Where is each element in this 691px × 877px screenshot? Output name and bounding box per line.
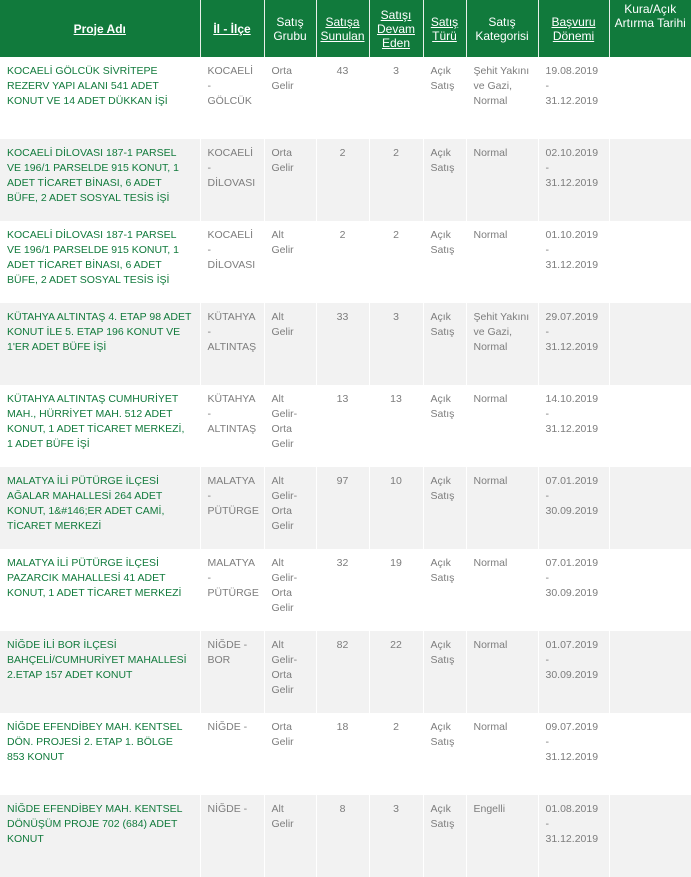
cell-satis-kategorisi: Normal (466, 467, 538, 549)
cell-satisi-devam-eden: 3 (369, 57, 423, 139)
cell-project-name[interactable]: KOCAELİ DİLOVASI 187-1 PARSEL VE 196/1 PARSELDE 915 KONUT, 1 ADET TİCARET BİNASI, 6 ADET BÜFE, 2 ADET SOSYAL TESİS İŞİ (0, 139, 200, 221)
table-row (0, 795, 691, 877)
cell-il-ilce: NİĞDE - (200, 795, 264, 877)
cell-satisa-sunulan: 97 (316, 467, 369, 549)
cell-satis-kategorisi: Şehit Yakını ve Gazi, Normal (466, 303, 538, 385)
cell-satis-turu: Açık Satış (423, 385, 466, 467)
cell-satis-kategorisi: Normal (466, 713, 538, 795)
cell-project-name[interactable]: KÜTAHYA ALTINTAŞ CUMHURİYET MAH., HÜRRİYET MAH. 512 ADET KONUT, 1 ADET TİCARET MERKEZİ, 1 ADET BÜFE İŞİ (0, 385, 200, 467)
cell-satisi-devam-eden: 19 (369, 549, 423, 631)
table-header-row (0, 0, 691, 57)
cell-il-ilce: KOCAELİ - DİLOVASI (200, 139, 264, 221)
cell-satis-turu: Açık Satış (423, 631, 466, 713)
cell-satis-kategorisi: Şehit Yakını ve Gazi, Normal (466, 57, 538, 139)
cell-satisi-devam-eden: 3 (369, 303, 423, 385)
cell-satisa-sunulan: 82 (316, 631, 369, 713)
cell-il-ilce: KOCAELİ - GÖLCÜK (200, 57, 264, 139)
table-row (0, 221, 691, 303)
cell-satis-kategorisi: Normal (466, 221, 538, 303)
cell-kura-tarihi (609, 57, 691, 139)
header-satis-turu[interactable]: Satış Türü (423, 0, 466, 57)
cell-il-ilce: NİĞDE - (200, 713, 264, 795)
cell-kura-tarihi (609, 795, 691, 877)
cell-satisi-devam-eden: 2 (369, 139, 423, 221)
cell-satisi-devam-eden: 10 (369, 467, 423, 549)
cell-il-ilce: KÜTAHYA - ALTINTAŞ (200, 303, 264, 385)
cell-kura-tarihi (609, 221, 691, 303)
cell-project-name[interactable]: KÜTAHYA ALTINTAŞ 4. ETAP 98 ADET KONUT İLE 5. ETAP 196 KONUT VE 1'ER ADET BÜFE İŞİ (0, 303, 200, 385)
cell-project-name[interactable]: MALATYA İLİ PÜTÜRGE İLÇESİ PAZARCIK MAHALLESİ 41 ADET KONUT, 1 ADET TİCARET MERKEZİ (0, 549, 200, 631)
cell-project-name[interactable]: NİĞDE EFENDİBEY MAH. KENTSEL DÖN. PROJESİ 2. ETAP 1. BÖLGE 853 KONUT (0, 713, 200, 795)
cell-satisa-sunulan: 33 (316, 303, 369, 385)
header-basvuru-donemi[interactable]: Başvuru Dönemi (538, 0, 609, 57)
cell-satis-turu: Açık Satış (423, 221, 466, 303)
cell-satis-kategorisi: Normal (466, 549, 538, 631)
header-satis-grubu: Satış Grubu (264, 0, 316, 57)
cell-satisa-sunulan: 8 (316, 795, 369, 877)
cell-satisa-sunulan: 32 (316, 549, 369, 631)
cell-satis-kategorisi: Normal (466, 385, 538, 467)
cell-basvuru-donemi: 09.07.2019 - 31.12.2019 (538, 713, 609, 795)
cell-satisa-sunulan: 43 (316, 57, 369, 139)
cell-satisi-devam-eden: 2 (369, 713, 423, 795)
cell-il-ilce: MALATYA - PÜTÜRGE (200, 467, 264, 549)
cell-basvuru-donemi: 02.10.2019 - 31.12.2019 (538, 139, 609, 221)
cell-satis-kategorisi: Normal (466, 631, 538, 713)
cell-satis-kategorisi: Normal (466, 139, 538, 221)
table-row (0, 57, 691, 139)
cell-satis-grubu: Alt Gelir (264, 795, 316, 877)
header-satis-kategorisi: Satış Kategorisi (466, 0, 538, 57)
cell-satisi-devam-eden: 2 (369, 221, 423, 303)
header-proje-adi[interactable]: Proje Adı (0, 0, 200, 57)
cell-basvuru-donemi: 01.08.2019 - 31.12.2019 (538, 795, 609, 877)
cell-satis-turu: Açık Satış (423, 57, 466, 139)
header-il-ilce[interactable]: İl - İlçe (200, 0, 264, 57)
cell-kura-tarihi (609, 303, 691, 385)
cell-basvuru-donemi: 19.08.2019 - 31.12.2019 (538, 57, 609, 139)
cell-il-ilce: NİĞDE - BOR (200, 631, 264, 713)
cell-satisa-sunulan: 13 (316, 385, 369, 467)
cell-satis-grubu: Orta Gelir (264, 57, 316, 139)
cell-satisi-devam-eden: 22 (369, 631, 423, 713)
cell-project-name[interactable]: NİĞDE EFENDİBEY MAH. KENTSEL DÖNÜŞÜM PROJE 702 (684) ADET KONUT (0, 795, 200, 877)
cell-satis-grubu: Alt Gelir-Orta Gelir (264, 385, 316, 467)
cell-satisa-sunulan: 18 (316, 713, 369, 795)
cell-kura-tarihi (609, 713, 691, 795)
cell-basvuru-donemi: 07.01.2019 - 30.09.2019 (538, 467, 609, 549)
cell-satis-grubu: Alt Gelir-Orta Gelir (264, 631, 316, 713)
cell-satisa-sunulan: 2 (316, 221, 369, 303)
cell-satis-grubu: Orta Gelir (264, 713, 316, 795)
cell-project-name[interactable]: KOCAELİ DİLOVASI 187-1 PARSEL VE 196/1 PARSELDE 915 KONUT, 1 ADET TİCARET BİNASI, 6 ADET BÜFE, 2 ADET SOSYAL TESİS İŞİ (0, 221, 200, 303)
table-row (0, 385, 691, 467)
cell-satis-turu: Açık Satış (423, 713, 466, 795)
cell-project-name[interactable]: KOCAELİ GÖLCÜK SİVRİTEPE REZERV YAPI ALANI 541 ADET KONUT VE 14 ADET DÜKKAN İŞİ (0, 57, 200, 139)
table-body (0, 57, 691, 877)
cell-kura-tarihi (609, 549, 691, 631)
cell-basvuru-donemi: 01.10.2019 - 31.12.2019 (538, 221, 609, 303)
cell-satis-kategorisi: Engelli (466, 795, 538, 877)
cell-satisi-devam-eden: 13 (369, 385, 423, 467)
header-kura-tarihi: Kura/Açık Artırma Tarihi (609, 0, 691, 57)
cell-satisi-devam-eden: 3 (369, 795, 423, 877)
cell-basvuru-donemi: 07.01.2019 - 30.09.2019 (538, 549, 609, 631)
cell-satis-grubu: Alt Gelir (264, 303, 316, 385)
cell-il-ilce: KOCAELİ - DİLOVASI (200, 221, 264, 303)
cell-kura-tarihi (609, 385, 691, 467)
cell-kura-tarihi (609, 139, 691, 221)
cell-satis-turu: Açık Satış (423, 467, 466, 549)
table-row (0, 139, 691, 221)
cell-kura-tarihi (609, 631, 691, 713)
table-row (0, 303, 691, 385)
cell-satis-grubu: Alt Gelir-Orta Gelir (264, 467, 316, 549)
cell-kura-tarihi (609, 467, 691, 549)
cell-satis-turu: Açık Satış (423, 549, 466, 631)
cell-satis-turu: Açık Satış (423, 303, 466, 385)
header-satisa-sunulan[interactable]: Satışa Sunulan (316, 0, 369, 57)
cell-satis-grubu: Orta Gelir (264, 139, 316, 221)
cell-satis-grubu: Alt Gelir-Orta Gelir (264, 549, 316, 631)
cell-il-ilce: KÜTAHYA - ALTINTAŞ (200, 385, 264, 467)
cell-satis-turu: Açık Satış (423, 795, 466, 877)
cell-satisa-sunulan: 2 (316, 139, 369, 221)
table-row (0, 631, 691, 713)
table-row (0, 549, 691, 631)
cell-basvuru-donemi: 01.07.2019 - 30.09.2019 (538, 631, 609, 713)
cell-project-name[interactable]: NİĞDE İLİ BOR İLÇESİ BAHÇELİ/CUMHURİYET MAHALLESİ 2.ETAP 157 ADET KONUT (0, 631, 200, 713)
table-row (0, 467, 691, 549)
cell-satis-grubu: Alt Gelir (264, 221, 316, 303)
table-row (0, 713, 691, 795)
cell-project-name[interactable]: MALATYA İLİ PÜTÜRGE İLÇESİ AĞALAR MAHALLESİ 264 ADET KONUT, 1&#146;ER ADET CAMİ, TİCARET MERKEZİ (0, 467, 200, 549)
cell-basvuru-donemi: 29.07.2019 - 31.12.2019 (538, 303, 609, 385)
header-satisi-devam-eden[interactable]: Satışı Devam Eden (369, 0, 423, 57)
cell-satis-turu: Açık Satış (423, 139, 466, 221)
cell-il-ilce: MALATYA - PÜTÜRGE (200, 549, 264, 631)
cell-basvuru-donemi: 14.10.2019 - 31.12.2019 (538, 385, 609, 467)
